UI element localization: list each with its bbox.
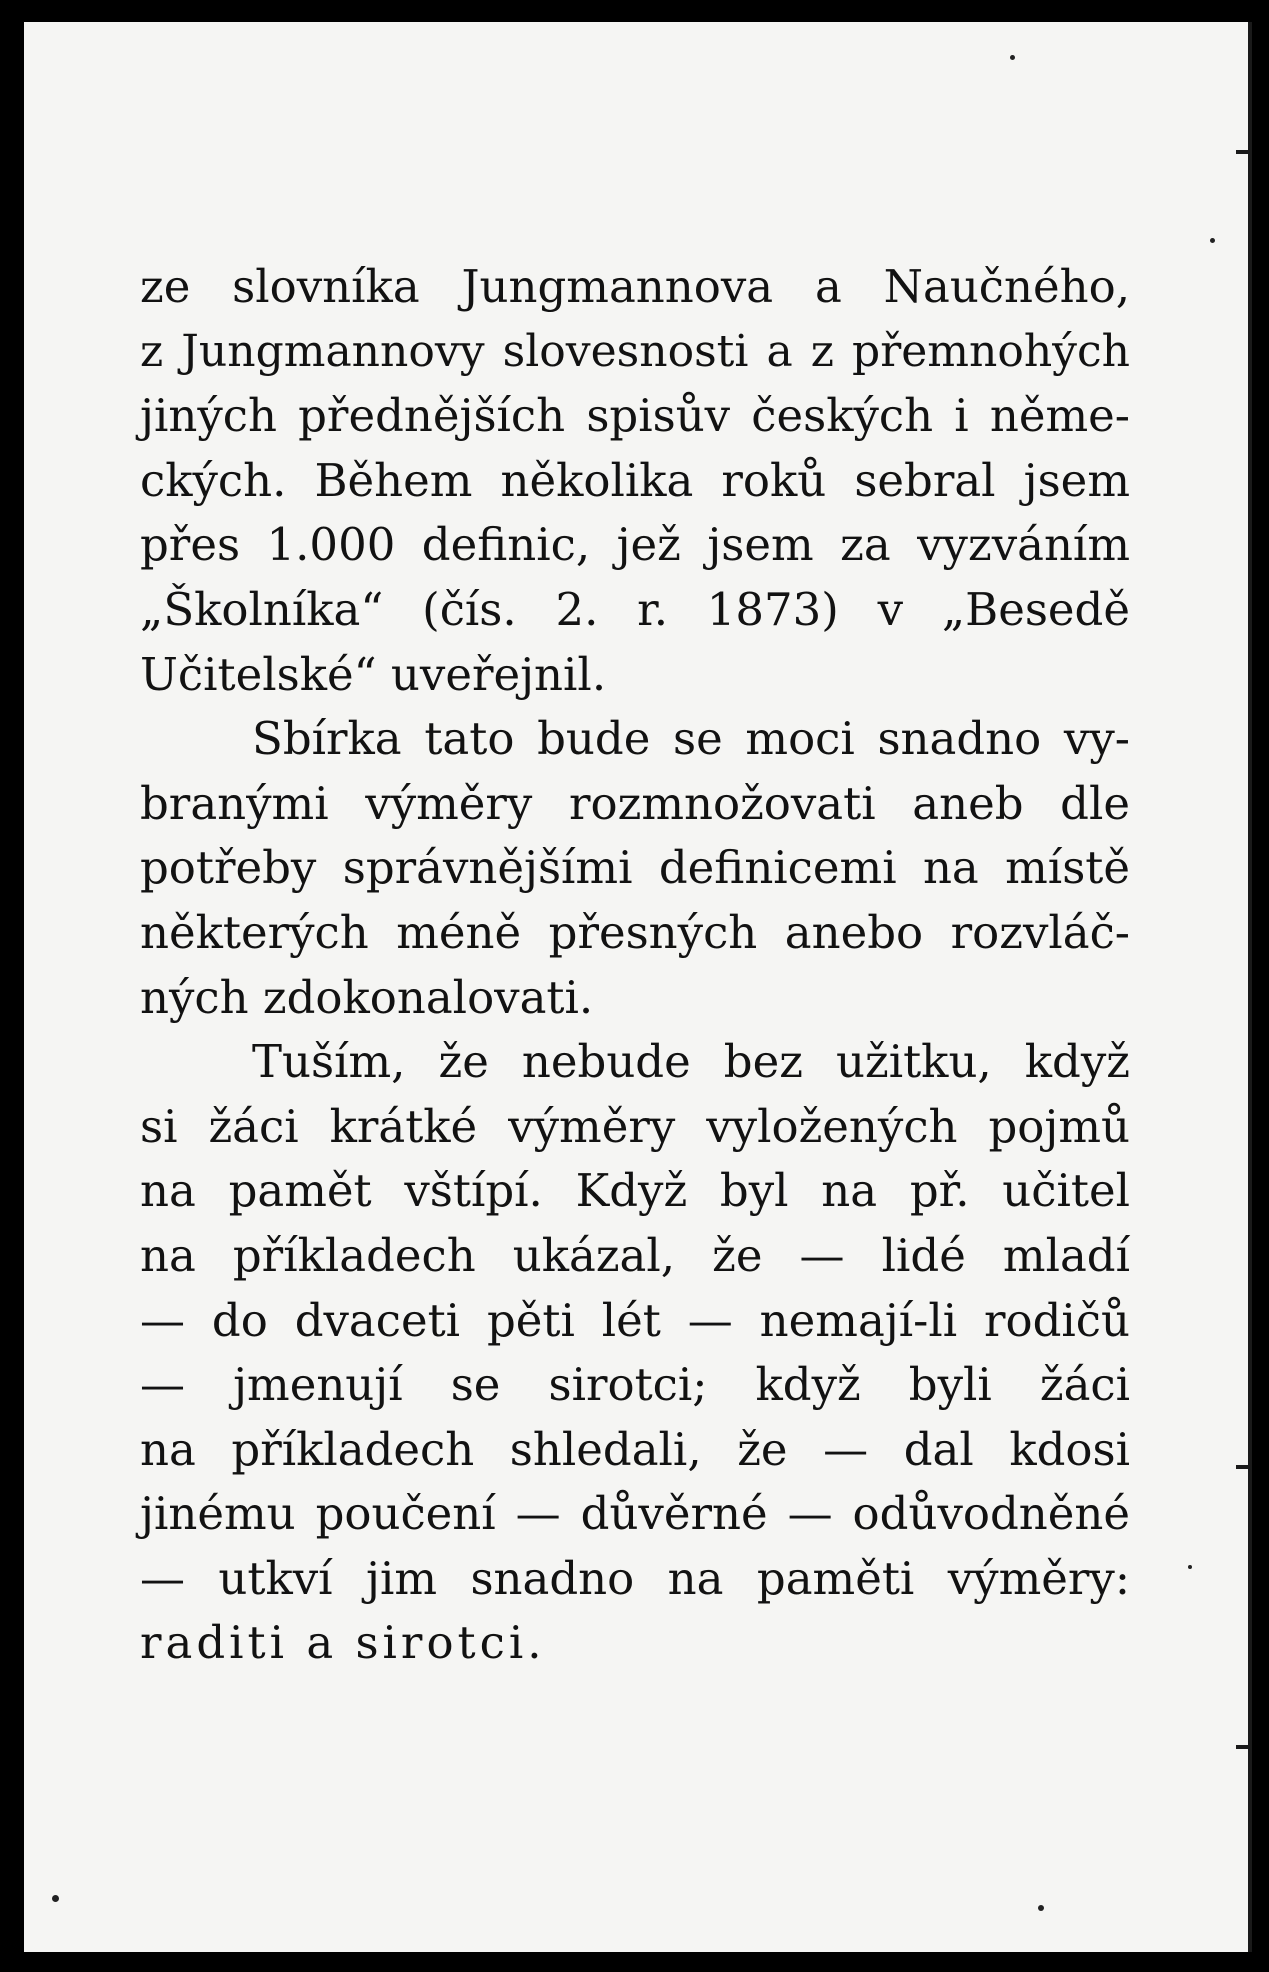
- text-line: — utkví jim snadno na paměti výměry:: [140, 1551, 1130, 1605]
- page-edge-rule: [1248, 22, 1252, 1952]
- text-line: přes 1.000 definic, jež jsem za vyzváním: [140, 518, 1130, 572]
- dust-speck: [1188, 1565, 1192, 1569]
- edge-tick-mark: [1236, 1465, 1252, 1469]
- text-line: jiných přednějších spisův českých i něme-: [140, 389, 1130, 443]
- text-line: raditi a sirotci.: [140, 1616, 546, 1670]
- edge-tick-mark: [1236, 1745, 1252, 1749]
- text-line: jinému poučení — důvěrné — odůvodněné: [140, 1487, 1130, 1541]
- text-line: branými výměry rozmnožovati aneb dle: [140, 776, 1130, 830]
- body-text: [140, 255, 1130, 1676]
- text-line: na příkladech ukázal, že — lidé mladí: [140, 1228, 1130, 1282]
- text-line: některých méně přesných anebo rozvláč-: [140, 905, 1130, 959]
- text-line: Sbírka tato bude se moci snadno vy-: [252, 712, 1130, 766]
- paragraph: [140, 1030, 1130, 1676]
- text-line: Tuším, že nebude bez užitku, když: [252, 1035, 1130, 1089]
- text-line: potřeby správnějšími definicemi na místě: [140, 841, 1130, 895]
- text-line: na příkladech shledali, že — dal kdosi: [140, 1422, 1130, 1476]
- text-line: z Jungmannovy slovesnosti a z přemnohých: [140, 325, 1130, 377]
- dust-speck: [1210, 238, 1215, 243]
- text-line: — do dvaceti pěti lét — nemají-li rodičů: [140, 1293, 1130, 1347]
- text-line: Učitelské“ uveřejnil.: [140, 647, 607, 701]
- paragraph: [140, 707, 1130, 1030]
- dust-speck: [1038, 1905, 1044, 1911]
- text-line: si žáci krátké výměry vyložených pojmů: [140, 1099, 1130, 1153]
- text-line: ze slovníka Jungmannova a Naučného,: [140, 260, 1130, 313]
- edge-tick-mark: [1236, 150, 1252, 154]
- dust-speck: [1010, 55, 1015, 60]
- text-line: — jmenují se sirotci; když byli žáci: [140, 1358, 1130, 1412]
- text-line: na pamět vštípí. Když byl na př. učitel: [140, 1164, 1130, 1218]
- text-line: ckých. Během několika roků sebral jsem: [140, 453, 1130, 507]
- paragraph: [140, 255, 1130, 707]
- text-line: ných zdokonalovati.: [140, 970, 594, 1024]
- text-line: „Školníka“ (čís. 2. r. 1873) v „Besedě: [140, 582, 1130, 636]
- dust-speck: [52, 1895, 59, 1902]
